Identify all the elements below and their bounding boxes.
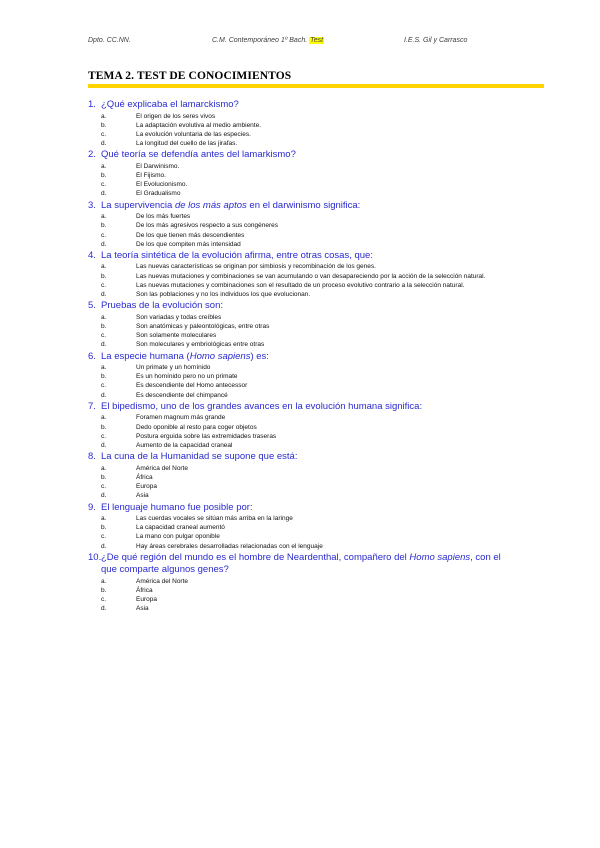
- question-text-part: , con el que comparte algunos genes?: [101, 551, 501, 576]
- question-text: El bipedismo, uno de los grandes avances en la evolución humana significa:: [101, 400, 423, 412]
- option-text: La capacidad craneal aumentó: [136, 524, 225, 532]
- question-block: [88, 300, 508, 313]
- answer-option: [88, 180, 508, 189]
- question-block: [88, 401, 508, 414]
- answer-option: [88, 586, 508, 595]
- answer-option: [88, 340, 508, 349]
- option-letter: d.: [101, 140, 107, 148]
- answer-option: [88, 322, 508, 331]
- option-letter: d.: [101, 441, 107, 449]
- question-text-italic: Homo sapiens: [189, 350, 251, 362]
- option-letter: b.: [101, 587, 107, 595]
- option-letter: c.: [101, 332, 107, 340]
- option-text: De los que compiten más intensidad: [136, 240, 241, 248]
- question-block: [88, 552, 508, 577]
- option-letter: a.: [101, 313, 107, 321]
- option-letter: c.: [101, 281, 107, 289]
- option-text: Son moleculares y embriológicas entre otras: [136, 341, 265, 349]
- answer-option: [88, 441, 508, 450]
- question-block: [88, 149, 508, 162]
- option-text: La longitud del cuello de las jirafas.: [136, 140, 238, 148]
- question-text: La teoría sintética de la evolución afirma, entre otras cosas, que:: [101, 249, 373, 261]
- option-letter: a.: [101, 112, 107, 120]
- option-letter: b.: [101, 373, 107, 381]
- question-number: 6.: [88, 350, 96, 362]
- answer-option: [88, 121, 508, 130]
- header-department: Dpto. CC.NN.: [88, 37, 131, 44]
- option-text: Dedo oponible al resto para coger objetos: [136, 423, 257, 431]
- answer-option: [88, 162, 508, 171]
- answer-option: [88, 130, 508, 139]
- question-number: 8.: [88, 451, 96, 463]
- answer-option: [88, 372, 508, 381]
- option-text: El Fijismo.: [136, 172, 166, 180]
- question-block: [88, 451, 508, 464]
- option-text: Las nuevas mutaciones y combinaciones se van acumulando o van desapareciendo por la acción de la selección natural.: [136, 272, 486, 280]
- option-letter: b.: [101, 473, 107, 481]
- answer-option: [88, 423, 508, 432]
- option-text: Son variadas y todas creíbles: [136, 313, 222, 321]
- question-number: 5.: [88, 300, 96, 312]
- answer-option: [88, 281, 508, 290]
- option-text: Un primate y un homínido: [136, 364, 211, 372]
- answer-option: [88, 139, 508, 148]
- option-text: Aumento de la capacidad craneal: [136, 441, 233, 449]
- option-letter: d.: [101, 605, 107, 613]
- answer-option: [88, 240, 508, 249]
- answer-option: [88, 595, 508, 604]
- answer-option: [88, 514, 508, 523]
- option-text: La mano con pulgar oponible: [136, 533, 220, 541]
- question-number: 4.: [88, 249, 96, 261]
- option-letter: d.: [101, 341, 107, 349]
- question-block: [88, 502, 508, 515]
- option-letter: c.: [101, 181, 107, 189]
- question-block: [88, 99, 508, 112]
- answer-option: [88, 413, 508, 422]
- option-letter: a.: [101, 515, 107, 522]
- answer-option: [88, 331, 508, 340]
- question-heading: [88, 351, 508, 364]
- option-text: Europa: [136, 483, 157, 491]
- question-block: [88, 351, 508, 364]
- question-heading: [88, 502, 508, 515]
- answer-option: [88, 212, 508, 221]
- option-letter: b.: [101, 423, 107, 431]
- option-letter: a.: [101, 162, 107, 170]
- option-letter: a.: [101, 213, 107, 221]
- questions-list: [88, 98, 508, 614]
- page-title: TEMA 2. TEST DE CONOCIMIENTOS: [88, 70, 292, 82]
- option-text: Es descendiente del Homo antecessor: [136, 382, 248, 390]
- answer-option: [88, 464, 508, 473]
- question-text: [101, 200, 508, 213]
- option-text: De los más fuertes: [136, 213, 191, 221]
- option-letter: a.: [101, 464, 107, 472]
- option-letter: b.: [101, 272, 107, 280]
- answer-option: [88, 532, 508, 541]
- option-letter: a.: [101, 263, 107, 271]
- question-text-italic: Homo sapiens: [409, 551, 471, 563]
- question-heading: [88, 552, 508, 577]
- answer-option: [88, 381, 508, 390]
- question-text-part: La supervivencia: [101, 199, 175, 211]
- option-text: La adaptación evolutiva al medio ambiente.: [136, 121, 262, 129]
- option-letter: b.: [101, 524, 107, 532]
- question-text-part: en el darwinismo significa:: [246, 199, 361, 211]
- question-heading: [88, 401, 508, 414]
- question-text: [101, 552, 508, 577]
- option-letter: c.: [101, 130, 107, 138]
- option-text: África: [136, 587, 153, 595]
- answer-option: [88, 262, 508, 271]
- option-letter: c.: [101, 483, 107, 491]
- answer-option: [88, 189, 508, 198]
- option-letter: a.: [101, 414, 107, 422]
- option-text: Las nuevas características se originan por simbiosis y recombinación de los genes.: [136, 263, 376, 271]
- answer-option: [88, 221, 508, 230]
- option-text: Hay áreas cerebrales desarrolladas relacionadas con el lenguaje: [136, 542, 323, 550]
- question-text: La cuna de la Humanidad se supone que está:: [101, 451, 298, 463]
- header-school: I.E.S. Gil y Carrasco: [404, 37, 468, 44]
- question-heading: [88, 99, 508, 112]
- option-text: El Evolucionismo.: [136, 181, 188, 189]
- question-text-part: ) es:: [250, 350, 269, 362]
- question-text: Pruebas de la evolución son:: [101, 300, 223, 312]
- answer-option: [88, 313, 508, 322]
- question-number: 1.: [88, 99, 96, 110]
- option-text: Son solamente moleculares: [136, 332, 217, 340]
- answer-option: [88, 542, 508, 551]
- header-course: [212, 37, 324, 44]
- question-heading: [88, 300, 508, 313]
- question-number: 3.: [88, 199, 96, 211]
- option-text: Son anatómicas y paleontológicas, entre otras: [136, 322, 270, 330]
- option-text: El Darwinismo.: [136, 162, 180, 170]
- option-text: El origen de los seres vivos: [136, 112, 216, 120]
- option-letter: d.: [101, 291, 107, 299]
- question-text: Qué teoría se defendía antes del lamarkismo?: [101, 149, 296, 161]
- header-highlight: Test: [310, 37, 324, 44]
- answer-option: [88, 112, 508, 121]
- option-letter: d.: [101, 240, 107, 248]
- question-heading: [88, 149, 508, 162]
- option-text: Postura erguida sobre las extremidades traseras: [136, 432, 277, 440]
- option-letter: b.: [101, 222, 107, 230]
- answer-option: [88, 231, 508, 240]
- option-letter: c.: [101, 231, 107, 239]
- question-block: [88, 250, 508, 263]
- question-number: 9.: [88, 501, 96, 513]
- question-text-italic: de los más aptos: [174, 199, 247, 211]
- question-text: [101, 351, 508, 364]
- answer-option: [88, 604, 508, 613]
- option-letter: b.: [101, 121, 107, 129]
- header-course-text: C.M. Contemporáneo 1º Bach.: [212, 37, 308, 44]
- option-text: Son las poblaciones y no los individuos los que evolucionan.: [136, 291, 311, 299]
- option-letter: d.: [101, 492, 107, 500]
- answer-option: [88, 363, 508, 372]
- option-text: La evolución voluntaria de las especies.: [136, 130, 251, 138]
- question-number: 7.: [88, 400, 96, 412]
- option-text: Europa: [136, 596, 157, 604]
- answer-option: [88, 391, 508, 400]
- answer-option: [88, 432, 508, 441]
- option-letter: d.: [101, 190, 107, 198]
- question-number: 10.: [88, 551, 102, 563]
- option-text: Las nuevas mutaciones y combinaciones son el resultado de un proceso evolutivo contrario a la selección natural.: [136, 281, 465, 289]
- answer-option: [88, 482, 508, 491]
- option-text: Asia: [136, 605, 149, 613]
- option-letter: a.: [101, 364, 107, 372]
- question-heading: [88, 451, 508, 464]
- question-block: [88, 200, 508, 213]
- option-text: De los que tienen más descendientes: [136, 231, 245, 239]
- question-text-part: La especie humana (: [101, 350, 190, 362]
- option-text: De los más agresivos respecto a sus congéneres: [136, 222, 278, 230]
- option-letter: b.: [101, 172, 107, 180]
- option-letter: c.: [101, 432, 107, 440]
- answer-option: [88, 491, 508, 500]
- answer-option: [88, 171, 508, 180]
- answer-option: [88, 523, 508, 532]
- option-letter: d.: [101, 391, 107, 399]
- question-number: 2.: [88, 149, 96, 161]
- option-letter: d.: [101, 542, 107, 550]
- question-heading: [88, 200, 508, 213]
- option-text: El Gradualismo: [136, 190, 181, 198]
- answer-option: [88, 272, 508, 281]
- option-text: Las cuerdas vocales se sitúan más arriba en la laringe: [136, 515, 293, 522]
- answer-option: [88, 290, 508, 299]
- question-text: ¿Qué explicaba el lamarckismo?: [101, 99, 239, 110]
- option-text: Asia: [136, 492, 149, 500]
- option-letter: c.: [101, 533, 107, 541]
- option-text: África: [136, 473, 153, 481]
- title-underline: [88, 84, 544, 88]
- question-heading: [88, 250, 508, 263]
- option-letter: c.: [101, 596, 107, 604]
- question-text-part: ¿De qué región del mundo es el hombre de Neardenthal, compañero del: [101, 551, 410, 563]
- option-letter: c.: [101, 382, 107, 390]
- option-text: Es descendiente del chimpancé: [136, 391, 228, 399]
- option-text: Es un homínido pero no un primate: [136, 373, 238, 381]
- option-letter: a.: [101, 577, 107, 585]
- answer-option: [88, 473, 508, 482]
- answer-option: [88, 577, 508, 586]
- option-text: América del Norte: [136, 577, 189, 585]
- option-letter: b.: [101, 322, 107, 330]
- option-text: América del Norte: [136, 464, 189, 472]
- option-text: Foramen magnum más grande: [136, 414, 226, 422]
- question-text: El lenguaje humano fue posible por:: [101, 501, 253, 513]
